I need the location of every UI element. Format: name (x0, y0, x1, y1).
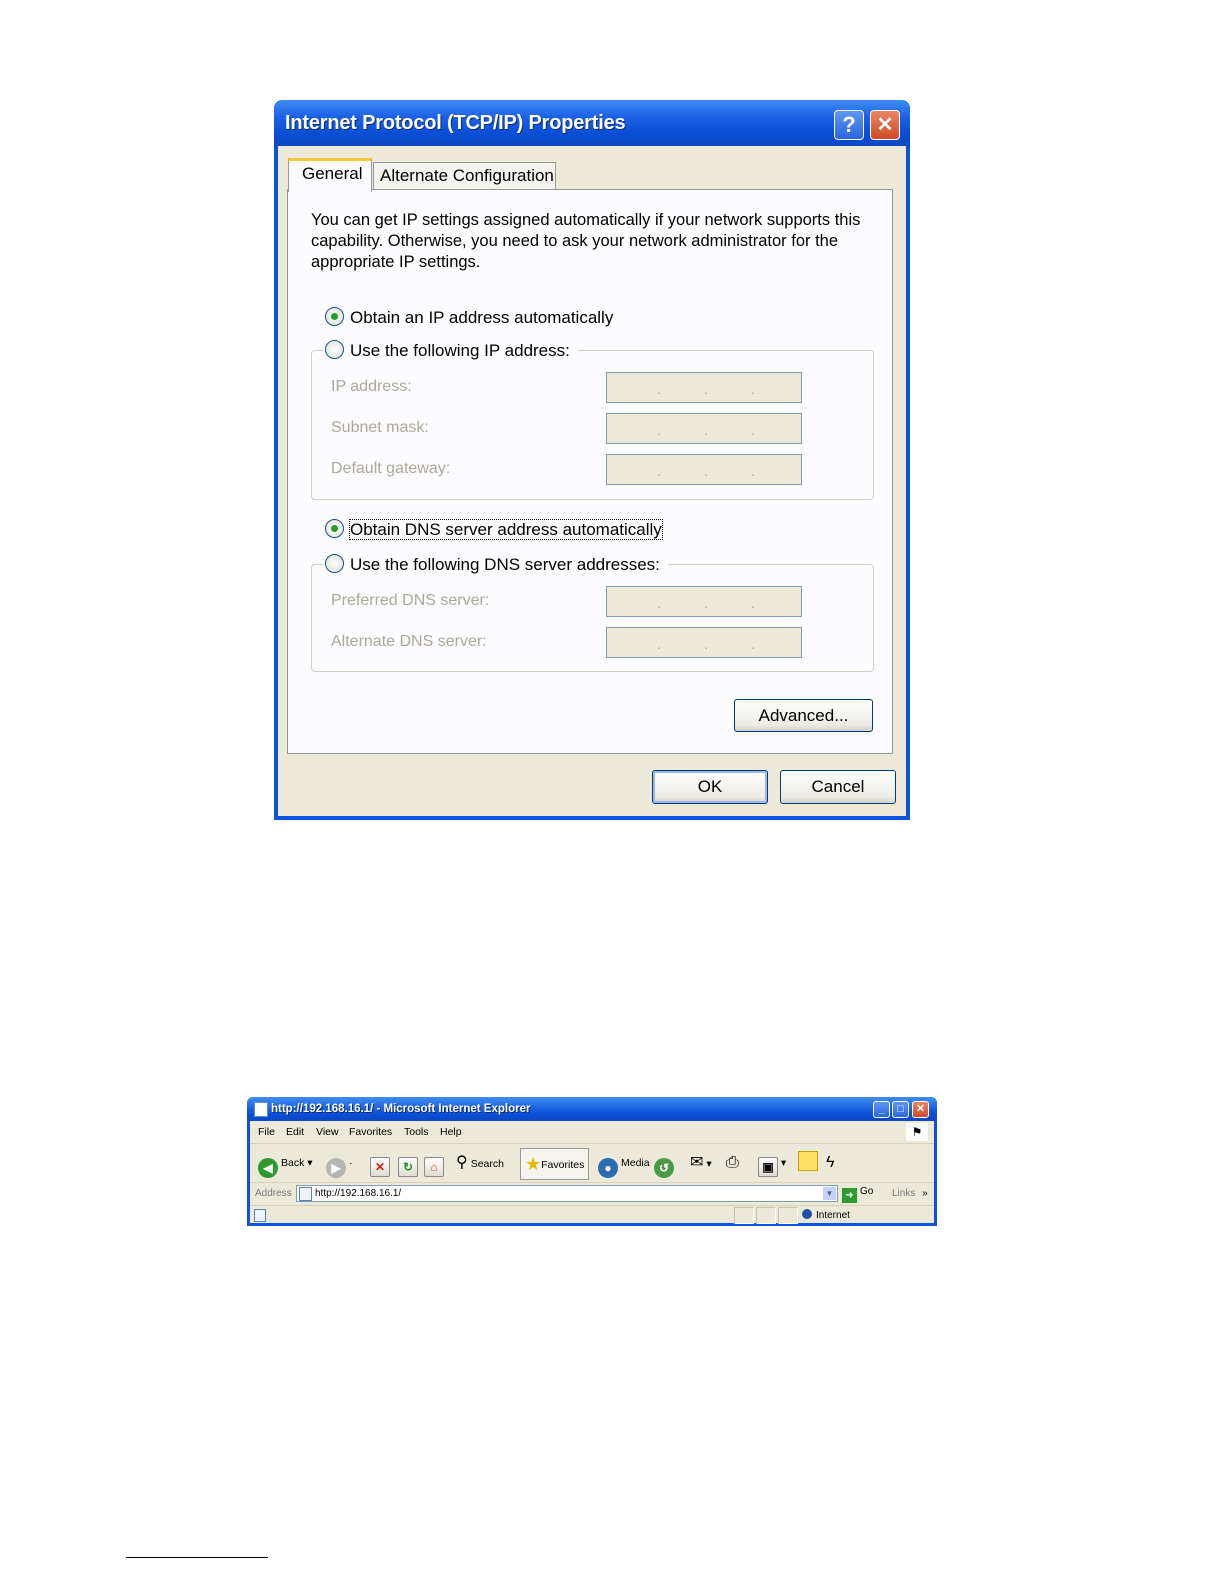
address-input[interactable] (296, 1185, 838, 1202)
minimize-button[interactable] (873, 1101, 890, 1118)
print-icon: ⎙ (726, 1154, 739, 1171)
status-cell (734, 1207, 754, 1224)
links-button[interactable] (892, 1188, 928, 1199)
intro-text: You can get IP settings assigned automatically if your network supports this capability. Otherwise, you need to ask your network administrator for the appropriate IP settings. (311, 211, 861, 271)
general-tab-panel (287, 189, 893, 754)
preferred-dns-label: Preferred DNS server: (331, 592, 490, 609)
media-button[interactable] (598, 1150, 650, 1176)
discuss-button[interactable] (798, 1150, 818, 1176)
media-label: Media (621, 1157, 650, 1169)
obtain-dns-automatically-label: Obtain DNS server address automatically (350, 520, 662, 539)
favorites-label: Favorites (541, 1159, 585, 1171)
minimize-icon: _ (878, 1103, 885, 1115)
status-page-icon (254, 1209, 266, 1222)
tab-general[interactable]: General (288, 158, 372, 192)
media-globe-icon: ● (598, 1158, 618, 1178)
home-button[interactable] (424, 1150, 444, 1176)
close-icon: ✕ (876, 114, 894, 136)
links-chevron-icon: » (922, 1188, 928, 1199)
links-label: Links (892, 1188, 916, 1199)
use-following-dns-radio[interactable] (323, 554, 668, 575)
subnet-mask-input[interactable]: . . . (606, 413, 802, 444)
alternate-dns-input[interactable]: . . . (606, 627, 802, 658)
use-following-dns-label: Use the following DNS server addresses: (350, 555, 660, 574)
go-arrow-icon: ➜ (842, 1188, 857, 1203)
search-icon: ⚲ (456, 1154, 468, 1171)
menu-bar (250, 1121, 934, 1144)
default-gateway-input[interactable]: . . . (606, 454, 802, 485)
ok-button[interactable]: OK (652, 770, 768, 804)
footnote-rule (126, 1557, 268, 1558)
address-url: http://192.168.16.1/ (315, 1188, 402, 1199)
help-button[interactable] (834, 110, 864, 140)
globe-icon (802, 1209, 812, 1219)
home-icon: ⌂ (424, 1157, 444, 1177)
obtain-ip-automatically-label: Obtain an IP address automatically (350, 308, 614, 327)
alternate-dns-label: Alternate DNS server: (331, 633, 487, 650)
tcpip-properties-dialog (274, 100, 910, 820)
standard-toolbar (250, 1144, 934, 1183)
favorites-star-icon: ★ (525, 1154, 542, 1174)
obtain-ip-automatically-radio[interactable] (325, 307, 613, 328)
windows-logo-icon: ⚑ (906, 1123, 928, 1141)
dialog-body (278, 146, 906, 816)
default-gateway-label: Default gateway: (331, 460, 451, 477)
forward-arrow-icon: ▶ (326, 1158, 346, 1178)
menu-edit[interactable]: Edit (286, 1126, 305, 1138)
messenger-icon: ϟ (826, 1154, 835, 1171)
help-icon: ? (842, 112, 856, 137)
obtain-dns-automatically-radio[interactable] (325, 519, 662, 540)
print-button[interactable] (726, 1150, 739, 1176)
go-label: Go (860, 1186, 874, 1197)
edit-icon: ▣ (758, 1157, 778, 1177)
radio-unselected-icon (325, 340, 344, 359)
radio-selected-icon (325, 519, 344, 538)
menu-view[interactable]: View (316, 1126, 339, 1138)
mail-button[interactable]: ✉ ▾ (690, 1154, 712, 1171)
use-following-ip-label: Use the following IP address: (350, 341, 570, 360)
menu-file[interactable]: File (258, 1126, 275, 1138)
mail-icon: ✉ (690, 1154, 704, 1171)
ie-page-icon (254, 1102, 268, 1117)
note-icon (798, 1151, 818, 1171)
preferred-dns-input[interactable]: . . . (606, 586, 802, 617)
advanced-button[interactable]: Advanced... (734, 699, 873, 732)
maximize-icon: □ (897, 1103, 904, 1115)
history-icon: ↺ (654, 1158, 674, 1178)
radio-selected-icon (325, 307, 344, 326)
back-button[interactable]: ◀ Back ▾ (258, 1150, 313, 1176)
ie-chrome (250, 1121, 934, 1223)
ip-address-input[interactable]: . . . (606, 372, 802, 403)
dialog-title-bar[interactable] (274, 100, 910, 146)
history-button[interactable] (654, 1150, 677, 1176)
ie-window-title: http://192.168.16.1/ - Microsoft Internet Explorer (271, 1103, 531, 1115)
maximize-button[interactable] (892, 1101, 909, 1118)
ip-address-label: IP address: (331, 378, 412, 395)
close-button[interactable] (870, 110, 900, 140)
refresh-button[interactable] (398, 1150, 418, 1176)
go-button[interactable] (842, 1186, 873, 1203)
stop-button[interactable] (370, 1150, 390, 1176)
address-label: Address (255, 1188, 292, 1199)
favorites-button[interactable] (520, 1148, 589, 1180)
dialog-title: Internet Protocol (TCP/IP) Properties (285, 112, 626, 134)
ie-close-button[interactable] (912, 1101, 929, 1118)
use-following-ip-radio[interactable] (323, 340, 578, 361)
tab-alternate-configuration[interactable]: Alternate Configuration (373, 162, 556, 190)
search-button[interactable] (456, 1150, 504, 1176)
search-label: Search (470, 1158, 504, 1170)
security-zone (802, 1209, 850, 1221)
internet-explorer-window (247, 1097, 937, 1226)
menu-tools[interactable]: Tools (404, 1126, 429, 1138)
radio-unselected-icon (325, 554, 344, 573)
status-bar (250, 1206, 934, 1223)
zone-label: Internet (816, 1210, 850, 1221)
back-label: Back (281, 1157, 305, 1169)
close-icon: ✕ (915, 1103, 926, 1115)
refresh-icon: ↻ (398, 1157, 418, 1177)
page-icon (299, 1187, 312, 1201)
edit-button[interactable]: ▣ ▾ (758, 1150, 786, 1176)
chevron-down-icon[interactable]: ▼ (823, 1187, 836, 1200)
menu-favorites[interactable]: Favorites (349, 1126, 393, 1138)
subnet-mask-label: Subnet mask: (331, 419, 429, 436)
forward-button[interactable]: ▶ · (326, 1150, 353, 1176)
stop-icon: ✕ (370, 1157, 390, 1177)
ie-title-bar[interactable] (247, 1097, 937, 1121)
status-cell (756, 1207, 776, 1224)
menu-help[interactable]: Help (440, 1126, 462, 1138)
messenger-button[interactable] (826, 1150, 834, 1176)
back-arrow-icon: ◀ (258, 1158, 278, 1178)
status-cell (778, 1207, 798, 1224)
cancel-button[interactable]: Cancel (780, 770, 896, 804)
address-bar (250, 1183, 934, 1206)
